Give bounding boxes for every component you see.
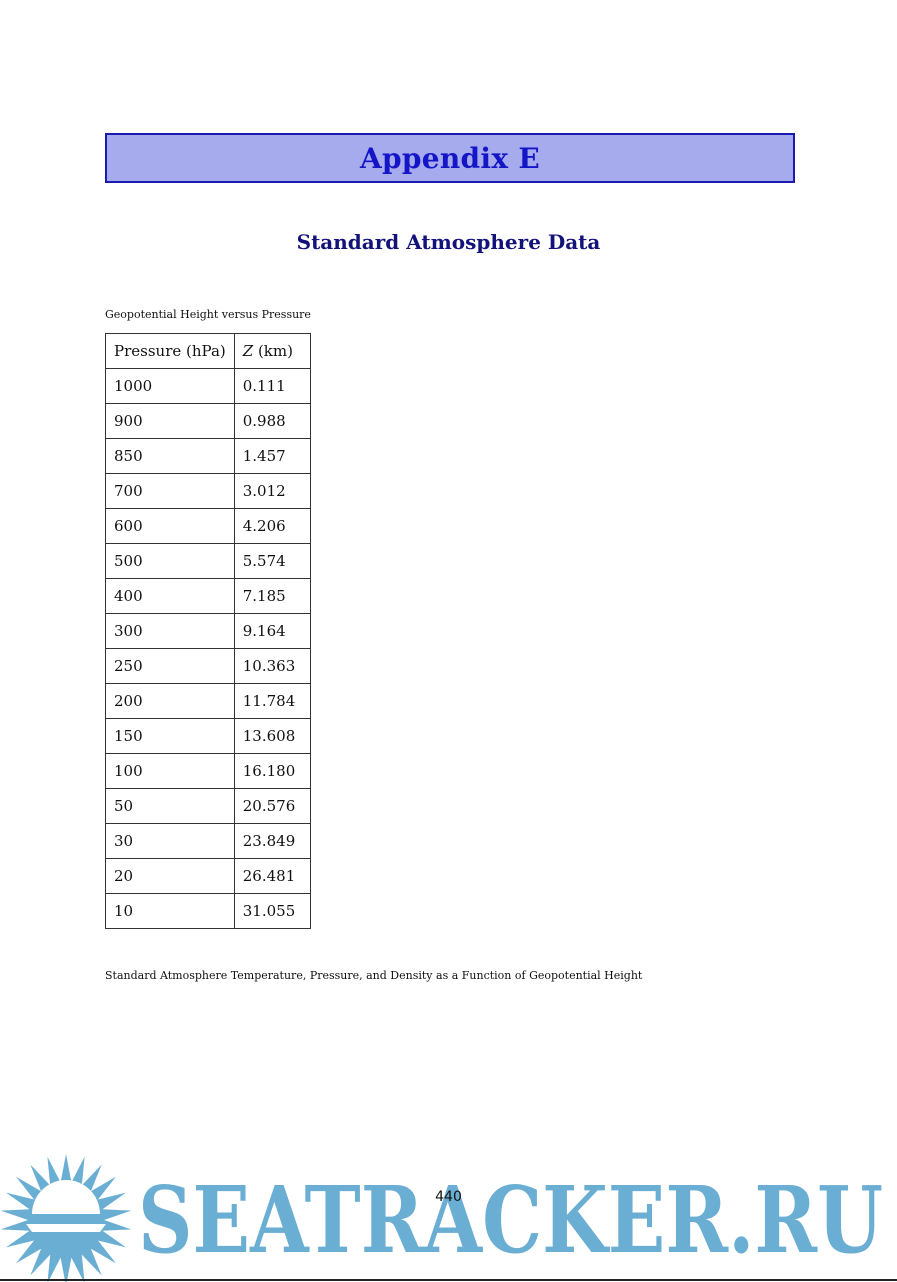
height-cell: 20.576: [234, 789, 310, 824]
table-body: [106, 369, 311, 929]
table-row: [106, 579, 311, 614]
height-cell: 31.055: [234, 894, 310, 929]
height-cell: 16.180: [234, 754, 310, 789]
height-cell: 13.608: [234, 719, 310, 754]
height-cell: 11.784: [234, 684, 310, 719]
table-row: [106, 859, 311, 894]
height-cell: 5.574: [234, 544, 310, 579]
pressure-cell: 100: [106, 754, 235, 789]
pressure-cell: 10: [106, 894, 235, 929]
appendix-title: Appendix E: [359, 141, 541, 175]
watermark-text: SEATRACKER.RU: [138, 1166, 883, 1274]
table-row: [106, 404, 311, 439]
table-row: [106, 824, 311, 859]
height-column-header: [234, 334, 310, 369]
pressure-column-header: Pressure (hPa): [106, 334, 235, 369]
pressure-cell: 600: [106, 509, 235, 544]
pressure-cell: 500: [106, 544, 235, 579]
next-table-caption: Standard Atmosphere Temperature, Pressure, and Density as a Function of Geopotential Height: [105, 969, 643, 982]
pressure-cell: 200: [106, 684, 235, 719]
pressure-cell: 900: [106, 404, 235, 439]
pressure-cell: 1000: [106, 369, 235, 404]
height-cell: 0.988: [234, 404, 310, 439]
pressure-cell: 700: [106, 474, 235, 509]
bottom-rule: [0, 1279, 897, 1281]
z-unit: (km): [253, 342, 293, 360]
table-row: [106, 439, 311, 474]
sun-logo-icon: [1, 1154, 132, 1282]
height-cell: 3.012: [234, 474, 310, 509]
pressure-cell: 850: [106, 439, 235, 474]
table-row: [106, 474, 311, 509]
table-row: [106, 719, 311, 754]
height-cell: 26.481: [234, 859, 310, 894]
page-number: 440: [435, 1189, 462, 1205]
height-cell: 23.849: [234, 824, 310, 859]
pressure-cell: 400: [106, 579, 235, 614]
height-cell: 9.164: [234, 614, 310, 649]
pressure-cell: 20: [106, 859, 235, 894]
height-cell: 1.457: [234, 439, 310, 474]
height-cell: 4.206: [234, 509, 310, 544]
pressure-cell: 50: [106, 789, 235, 824]
height-cell: 0.111: [234, 369, 310, 404]
section-title: Standard Atmosphere Data: [296, 230, 601, 254]
table-row: [106, 789, 311, 824]
pressure-cell: 150: [106, 719, 235, 754]
table-row: [106, 684, 311, 719]
table-row: [106, 544, 311, 579]
height-cell: 10.363: [234, 649, 310, 684]
table-caption: Geopotential Height versus Pressure: [105, 308, 311, 321]
appendix-banner: [105, 133, 795, 183]
z-symbol: Z: [242, 342, 254, 360]
table-row: [106, 649, 311, 684]
pressure-cell: 250: [106, 649, 235, 684]
geopotential-height-table: [105, 333, 311, 929]
table-row: [106, 754, 311, 789]
table-row: [106, 894, 311, 929]
table-row: [106, 614, 311, 649]
height-cell: 7.185: [234, 579, 310, 614]
table-row: [106, 509, 311, 544]
table-header-row: [106, 334, 311, 369]
pressure-cell: 300: [106, 614, 235, 649]
pressure-cell: 30: [106, 824, 235, 859]
watermark: [0, 1148, 897, 1282]
table-row: [106, 369, 311, 404]
